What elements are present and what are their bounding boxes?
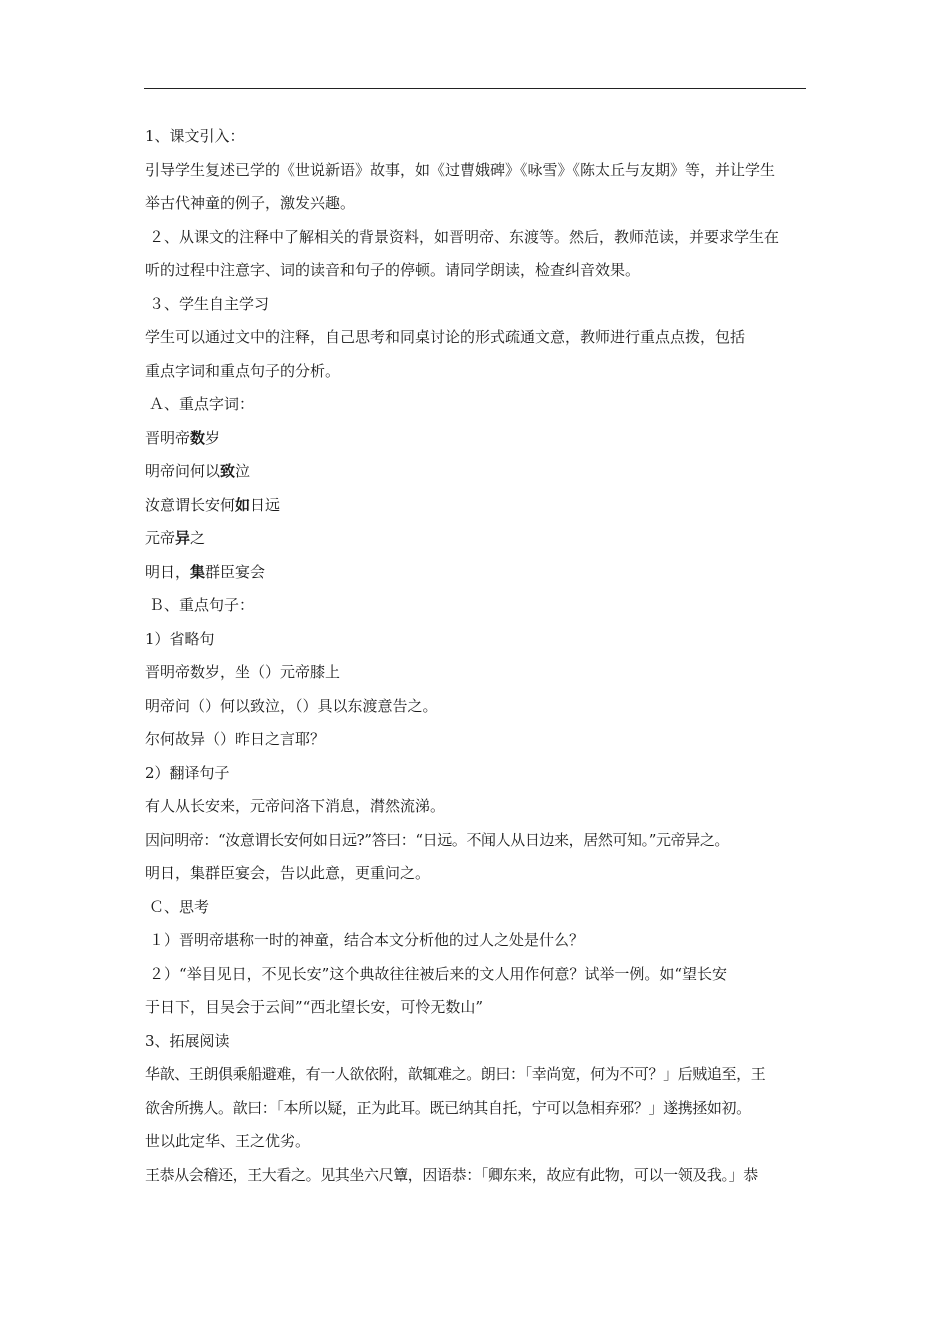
text-line: 听的过程中注意字、词的读音和句子的停顿。请同学朗读，检查纠音效果。	[145, 261, 641, 279]
text-line: 有人从长安来，元帝问洛下消息，潸然流涕。	[145, 797, 446, 815]
key-word-line	[145, 522, 815, 556]
text-line: １）晋明帝堪称一时的神童，结合本文分析他的过人之处是什么？	[149, 931, 585, 949]
key-word-pre: 明帝问何以	[145, 462, 221, 480]
text-line: 欲舍所携人。歆曰：「本所以疑，正为此耳。既已纳其自托，宁可以急相弃邪？」遂携拯如初。	[145, 1098, 751, 1117]
key-word: 异	[175, 529, 191, 547]
text-line: 1、课文引入：	[145, 127, 245, 145]
text-line: 于日下，目吴会于云间”“西北望长安，可怜无数山”	[145, 998, 484, 1016]
section-heading: Ｂ、重点句子：	[149, 596, 255, 614]
text-line: 世以此定华、王之优劣。	[145, 1132, 311, 1150]
key-word-line	[145, 455, 815, 489]
text-line: ２）“举目见日，不见长安”这个典故往往被后来的文人用作何意？试举一例。如“望长安	[149, 964, 728, 983]
key-word: 集	[190, 562, 206, 581]
key-word: 如	[235, 495, 251, 514]
subsection-heading: 1）省略句	[145, 629, 215, 648]
text-line: 晋明帝数岁，坐（）元帝膝上	[145, 663, 341, 681]
text-line: ２、从课文的注释中了解相关的背景资料，如晋明帝、东渡等。然后，教师范读，并要求学生在	[149, 227, 780, 246]
text-line: 尔何故异（）昨日之言耶？	[145, 730, 326, 748]
text-line: 学生可以通过文中的注释，自己思考和同桌讨论的形式疏通文意，教师进行重点点拨，包括	[145, 328, 746, 346]
header-rule	[144, 88, 806, 89]
key-word-line	[145, 489, 815, 523]
key-word-pre: 晋明帝	[145, 428, 191, 447]
text-line: 引导学生复述已学的《世说新语》故事，如《过曹娥碑》《咏雪》《陈太丘与友期》等，并让学生	[145, 160, 776, 179]
text-line: 明帝问（）何以致泣，（）具以东渡意告之。	[145, 696, 438, 715]
text-line: 举古代神童的例子，激发兴趣。	[145, 194, 356, 212]
key-word-line	[145, 422, 815, 456]
text-line: 华歆、王朗俱乘船避难，有一人欲依附，歆辄难之。朗曰：「幸尚宽，何为不可？」后贼追至，王	[145, 1065, 766, 1083]
text-line: 明日，集群臣宴会，告以此意，更重问之。	[145, 864, 431, 882]
key-word: 数	[190, 428, 206, 447]
key-word-post: 日远	[250, 495, 281, 514]
document-body	[145, 120, 815, 1192]
key-word: 致	[220, 462, 236, 480]
section-heading: 3、拓展阅读	[145, 1031, 230, 1050]
key-word-post: 岁	[205, 428, 221, 447]
section-heading: ３、学生自主学习	[149, 294, 270, 313]
text-line: 因问明帝：“汝意谓长安何如日远?”答曰：“日远。不闻人从日边来，居然可知。”元帝异之。	[145, 830, 730, 849]
text-line: 重点字词和重点句子的分析。	[145, 361, 341, 380]
section-heading: Ａ、重点字词：	[149, 395, 255, 413]
key-word-pre: 明日，	[145, 562, 191, 581]
text-line: 王恭从会稽还，王大看之。见其坐六尺簟，因语恭：「卿东来，故应有此物，可以一领及我。」恭	[145, 1165, 758, 1184]
key-word-post: 之	[190, 529, 206, 547]
subsection-heading: 2）翻译句子	[145, 763, 230, 782]
section-heading: Ｃ、思考	[149, 897, 210, 916]
key-word-post: 群臣宴会	[205, 562, 266, 581]
key-word-line	[145, 556, 815, 590]
key-word-post: 泣	[235, 462, 251, 480]
key-word-pre: 汝意谓长安何	[145, 495, 236, 514]
key-word-pre: 元帝	[145, 529, 176, 547]
